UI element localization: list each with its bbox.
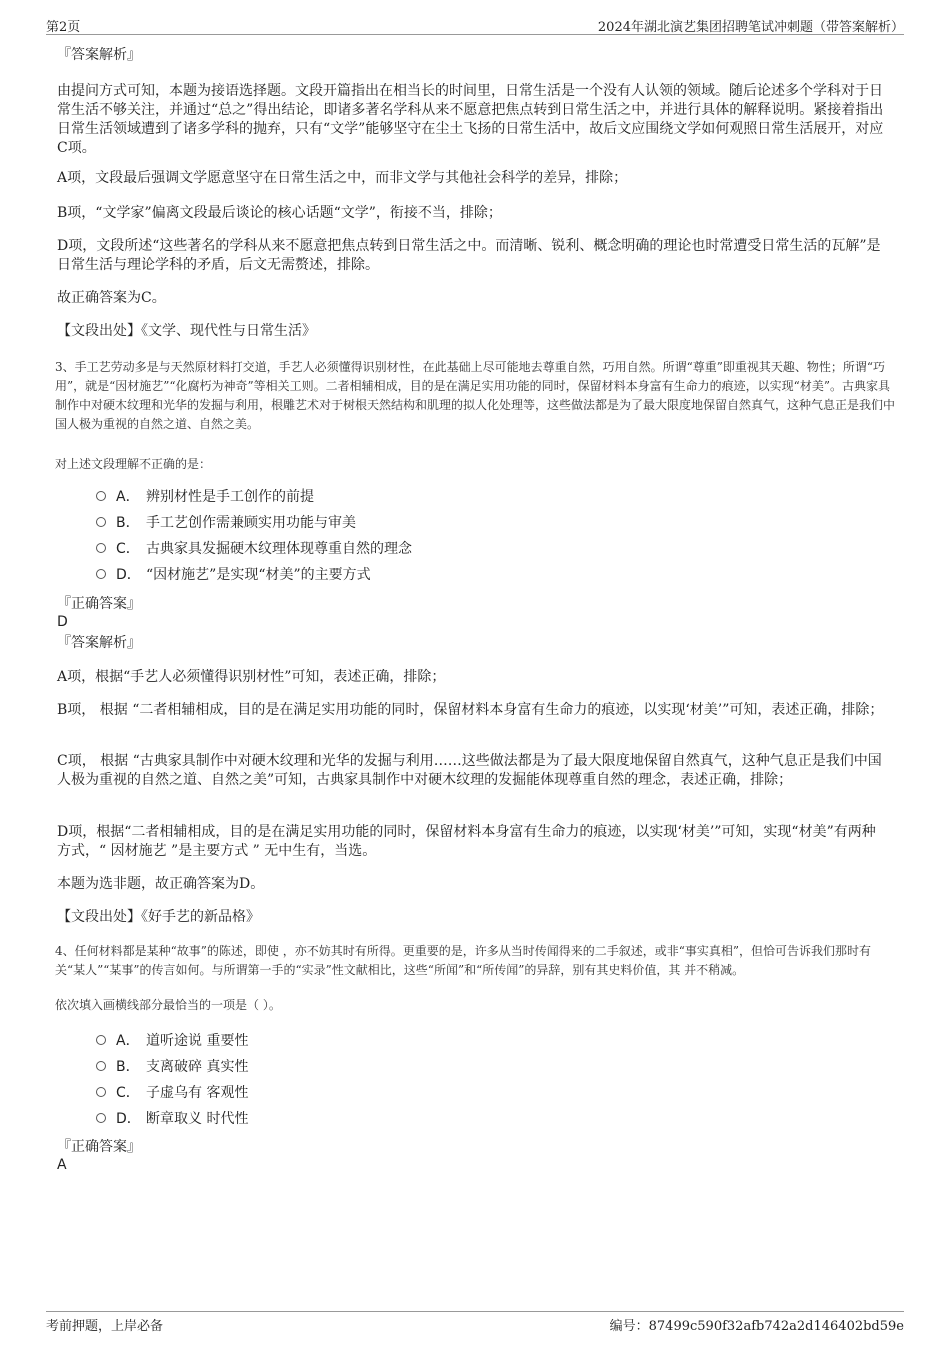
q3-analysis-d: D项，根据“二者相辅相成，目的是在满足实用功能的同时，保留材料本身富有生命力的痕迹，以实现‘材美’”可知，实现“材美”有两种方式，“ 因材施艺 ”是主要方式 ” 无中生有，当选。	[57, 824, 876, 859]
q3-answer-label: 『正确答案』	[57, 596, 141, 612]
q4-question: 依次填入画横线部分最恰当的一项是（ ）。	[55, 998, 281, 1012]
radio-icon[interactable]	[96, 517, 106, 527]
q4-option-b[interactable]: B． 支离破碎 真实性	[96, 1058, 248, 1077]
q3-analysis-a: A项，根据“手艺人必须懂得识别材性”可知，表述正确，排除；	[57, 669, 446, 685]
q2-analysis-b: B项，“文学家”偏离文段最后谈论的核心话题“文学”，衔接不当，排除；	[57, 205, 502, 221]
q4-option-c[interactable]: C． 子虚乌有 客观性	[96, 1084, 248, 1103]
page-header	[46, 16, 904, 35]
q3-answer: D	[57, 614, 68, 630]
q2-analysis-intro: 由提问方式可知，本题为接语选择题。文段开篇指出在相当长的时间里，日常生活是一个没有人认领的领域。随后论述多个学科对于日常生活不够关注，并通过“总之”得出结论，即诸多著名学科从来不愿意把焦点转到日常生活之中，并进行具体的解释说明。紧接着指出日常生活领域遭到了诸多学科的抛弃，只有“文学”能够坚守在尘土飞扬的日常生活中，故后文应围绕文学如何观照日常生活展开，对应C项。	[57, 83, 884, 156]
page-footer	[46, 1311, 904, 1332]
q2-analysis-a: A项，文段最后强调文学愿意坚守在日常生活之中，而非文学与其他社会科学的差异，排除；	[57, 170, 628, 186]
radio-icon[interactable]	[96, 569, 106, 579]
document-title: 2024年湖北演艺集团招聘笔试冲刺题（带答案解析）	[597, 20, 904, 35]
radio-icon[interactable]	[96, 1113, 106, 1123]
q3-option-c[interactable]: C． 古典家具发掘硬木纹理体现尊重自然的理念	[96, 540, 412, 559]
q3-option-b[interactable]: B． 手工艺创作需兼顾实用功能与审美	[96, 514, 356, 533]
q2-source: 【文段出处】《文学、现代性与日常生活》	[57, 323, 316, 339]
q3-stem: 3、手工艺劳动多是与天然原材料打交道，手艺人必须懂得识别材性，在此基础上尽可能地去尊重自然，巧用自然。所谓“尊重”即重视其天趣、物性；所谓“巧用”，就是“因材施艺”“化腐朽为神奇”等相关工则。二者相辅相成，目的是在满足实用功能的同时，保留材料本身富有生命力的痕迹，以实现“材美”。古典家具制作中对硬木纹理和光华的发掘与利用，根雕艺术对于树根天然结构和肌理的拟人化处理等，这些做法都是为了最大限度地保留自然真气，这种气息正是我们中国人极为重视的自然之道、自然之美。	[55, 360, 896, 431]
q3-conclusion: 本题为选非题，故正确答案为D。	[57, 876, 265, 892]
q3-option-a[interactable]: A． 辨别材性是手工创作的前提	[96, 488, 314, 507]
q2-conclusion: 故正确答案为C。	[57, 290, 166, 306]
q4-answer: A	[57, 1157, 67, 1173]
q3-question: 对上述文段理解不正确的是：	[55, 457, 212, 471]
page-number: 第2页	[46, 20, 81, 35]
q2-analysis-label: 『答案解析』	[57, 47, 141, 63]
q4-answer-label: 『正确答案』	[57, 1139, 141, 1155]
document-id: 编号：87499c590f32afb742a2d146402bd59e	[609, 1319, 904, 1334]
q2-analysis-d: D项，文段所述“这些著名的学科从来不愿意把焦点转到日常生活之中。而清晰、锐利、概念明确的理论也时常遭受日常生活的瓦解”是日常生活与理论学科的矛盾，后文无需赘述，排除。	[57, 238, 881, 273]
radio-icon[interactable]	[96, 543, 106, 553]
q4-stem: 4、任何材料都是某种“故事”的陈述，即使 ，亦不妨其时有所得。更重要的是，许多从当时传闻得来的二手叙述，或非“事实真相”，但恰可告诉我们那时有关“某人”“某事”的传言如何。与所谓第一手的“实录”性文献相比，这些“所闻”和“所传闻”的异辞，别有其史料价值，其 并不稍减。	[55, 944, 871, 977]
q3-analysis-c: C项， 根据 “古典家具制作中对硬木纹理和光华的发掘与利用……这些做法都是为了最大限度地保留自然真气，这种气息正是我们中国人极为重视的自然之道、自然之美”可知，古典家具制作中对硬木纹理的发掘能体现尊重自然的理念，表述正确，排除；	[57, 753, 882, 788]
q3-source: 【文段出处】《好手艺的新品格》	[57, 909, 260, 925]
footer-slogan: 考前押题，上岸必备	[46, 1319, 164, 1334]
radio-icon[interactable]	[96, 491, 106, 501]
radio-icon[interactable]	[96, 1061, 106, 1071]
radio-icon[interactable]	[96, 1087, 106, 1097]
q3-analysis-label: 『答案解析』	[57, 635, 141, 651]
q3-option-d[interactable]: D． “因材施艺”是实现“材美”的主要方式	[96, 566, 371, 585]
q4-option-d[interactable]: D． 断章取义 时代性	[96, 1110, 248, 1129]
radio-icon[interactable]	[96, 1035, 106, 1045]
q4-option-a[interactable]: A． 道听途说 重要性	[96, 1032, 248, 1051]
q3-analysis-b: B项， 根据 “二者相辅相成，目的是在满足实用功能的同时，保留材料本身富有生命力的痕迹，以实现‘材美’”可知，表述正确，排除；	[57, 702, 884, 718]
